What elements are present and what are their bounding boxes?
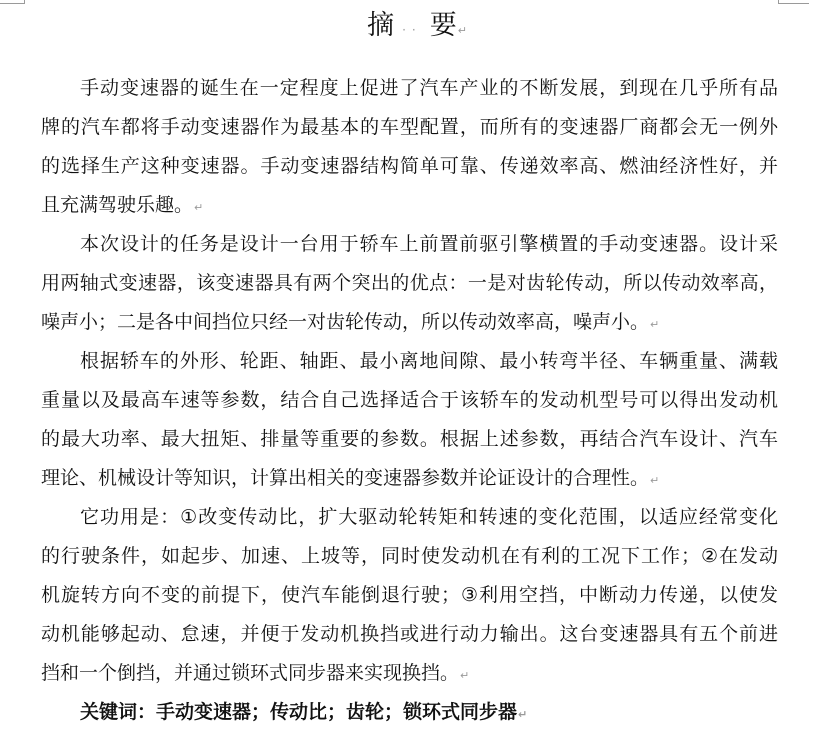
line-text: 的选择生产这种变速器。手动变速器结构简单可靠、传递效率高、燃油经济性好，并 — [41, 155, 778, 177]
paragraph-line — [41, 661, 778, 685]
paragraph-line — [41, 544, 778, 568]
paragraph-line — [41, 310, 778, 334]
line-text: 的最大功率、最大扭矩、排量等重要的参数。根据上述参数，再结合汽车设计、汽车 — [41, 428, 778, 450]
paragraph-line — [41, 154, 778, 178]
paragraph-mark: ↵ — [460, 669, 470, 682]
line-text: 的行驶条件，如起步、加速、上坡等，同时使发动机在有利的工况下工作；②在发动 — [41, 545, 778, 567]
paragraph-line — [41, 466, 778, 490]
paragraph-mark: ↵ — [650, 474, 660, 487]
line-text: 动机能够起动、怠速，并便于发动机换挡或进行动力输出。这台变速器具有五个前进 — [41, 623, 778, 645]
keywords-line — [80, 700, 778, 724]
paragraph-line — [41, 427, 778, 451]
line-text: 挡和一个倒挡，并通过锁环式同步器来实现换挡。 — [41, 662, 460, 684]
line-text: 手动变速器的诞生在一定程度上促进了汽车产业的不断发展，到现在几乎所有品 — [80, 77, 778, 99]
paragraph-line — [80, 76, 778, 100]
paragraph-mark: ↵ — [457, 24, 467, 37]
paragraph-line — [41, 271, 778, 295]
line-text: 理论、机械设计等知识，计算出相关的变速器参数并论证设计的合理性。 — [41, 467, 650, 489]
paragraph-line — [41, 388, 778, 412]
line-text: 牌的汽车都将手动变速器作为最基本的车型配置，而所有的变速器厂商都会无一例外 — [41, 116, 778, 138]
paragraph-mark: ↵ — [518, 708, 528, 721]
line-text: 关键词：手动变速器；传动比；齿轮；锁环式同步器 — [80, 701, 518, 723]
page-corner-mark-top-right — [778, 0, 809, 4]
paragraph-mark: ↵ — [650, 318, 660, 331]
paragraph-line — [41, 583, 778, 607]
paragraph-line — [41, 622, 778, 646]
page-corner-mark-top-left — [0, 0, 25, 4]
line-text: 重量以及最高车速等参数，结合自己选择适合于该轿车的发动机型号可以得出发动机 — [41, 389, 778, 411]
line-text: 噪声小；二是各中间挡位只经一对齿轮传动，所以传动效率高，噪声小。 — [41, 311, 650, 333]
line-text: 本次设计的任务是设计一台用于轿车上前置前驱引擎横置的手动变速器。设计采 — [80, 233, 778, 255]
title-char-left: 摘 — [367, 10, 395, 41]
line-text: 根据轿车的外形、轮距、轴距、最小离地间隙、最小转弯半径、车辆重量、满载 — [80, 350, 778, 372]
title-char-right: 要 — [429, 10, 457, 41]
paragraph-line — [41, 115, 778, 139]
line-text: 且充满驾驶乐趣。 — [41, 194, 194, 216]
space-marks: ·· — [402, 23, 422, 37]
paragraph-line — [41, 193, 778, 217]
line-text: 用两轴式变速器，该变速器具有两个突出的优点：一是对齿轮传动，所以传动效率高， — [41, 272, 778, 294]
abstract-title — [0, 8, 834, 49]
line-text: 它功用是：①改变传动比，扩大驱动轮转矩和转速的变化范围，以适应经常变化 — [80, 506, 778, 528]
paragraph-line — [80, 232, 778, 256]
paragraph-line — [80, 349, 778, 373]
paragraph-line — [80, 505, 778, 529]
paragraph-mark: ↵ — [194, 201, 204, 214]
line-text: 机旋转方向不变的前提下，使汽车能倒退行驶；③利用空挡，中断动力传递，以使发 — [41, 584, 778, 606]
